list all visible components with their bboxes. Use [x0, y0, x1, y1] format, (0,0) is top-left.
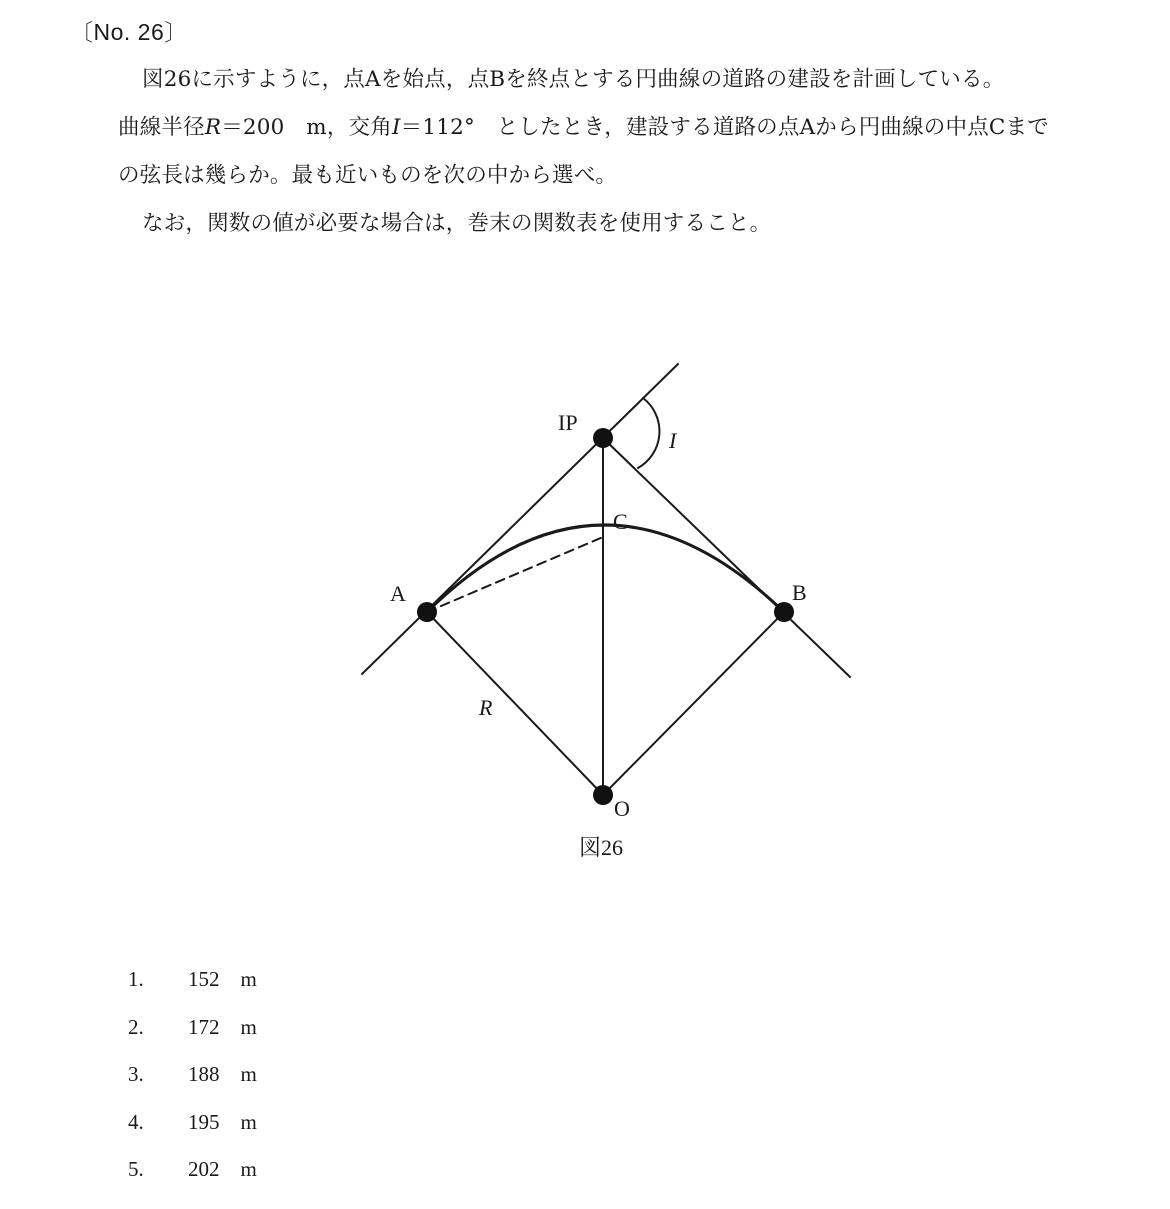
choice-number: 3. [128, 1062, 144, 1086]
choice-4[interactable] [128, 1107, 257, 1155]
point-ip [593, 428, 613, 448]
radius-line-ao [427, 612, 603, 795]
choice-number: 1. [128, 967, 144, 991]
question-number: 〔No. 26〕 [70, 19, 188, 45]
question-line-3: の弦長は幾らか。最も近いものを次の中から選べ。 [118, 163, 618, 188]
angle-symbol: I [391, 115, 401, 140]
choice-value: 202 m [188, 1157, 257, 1181]
answer-choices [128, 964, 257, 1202]
line2-text-c: ＝112° としたとき，建設する道路の点Aから円曲線の中点Cまで [400, 115, 1049, 140]
radius-line-bo [603, 612, 784, 795]
label-a: A [390, 581, 406, 606]
choice-value: 152 m [188, 967, 257, 991]
choice-number: 5. [128, 1157, 144, 1181]
question-paragraph-2: なお，関数の値が必要な場合は，巻末の関数表を使用すること。 [142, 211, 772, 236]
choice-5[interactable] [128, 1154, 257, 1202]
label-i: I [669, 428, 677, 453]
label-ip: IP [558, 410, 578, 435]
point-o [593, 785, 613, 805]
question-paragraph-1: 図26に示すように，点Aを始点，点Bを終点とする円曲線の道路の建設を計画している。 [142, 67, 1005, 92]
figure-caption: 図26 [579, 835, 624, 860]
point-b [774, 602, 794, 622]
circular-curve [427, 525, 784, 612]
label-o: O [614, 796, 630, 821]
line2-text-b: ＝200 m，交角 [221, 115, 392, 140]
choice-2[interactable] [128, 1012, 257, 1060]
choice-value: 195 m [188, 1109, 257, 1134]
point-a [417, 602, 437, 622]
label-b: B [792, 580, 807, 605]
choice-1[interactable] [128, 964, 257, 1012]
choice-number: 2. [128, 1014, 144, 1039]
intersection-angle-arc [638, 398, 659, 468]
choice-value: 172 m [188, 1014, 257, 1039]
label-r: R [479, 695, 493, 720]
tangent-line-a [362, 364, 678, 674]
line2-text-a: 曲線半径 [118, 115, 205, 140]
label-c: C [613, 509, 628, 534]
radius-symbol: R [204, 115, 222, 140]
choice-3[interactable] [128, 1059, 257, 1107]
choice-number: 4. [128, 1109, 144, 1134]
tangent-line-b [603, 438, 850, 677]
choice-value: 188 m [188, 1062, 257, 1086]
